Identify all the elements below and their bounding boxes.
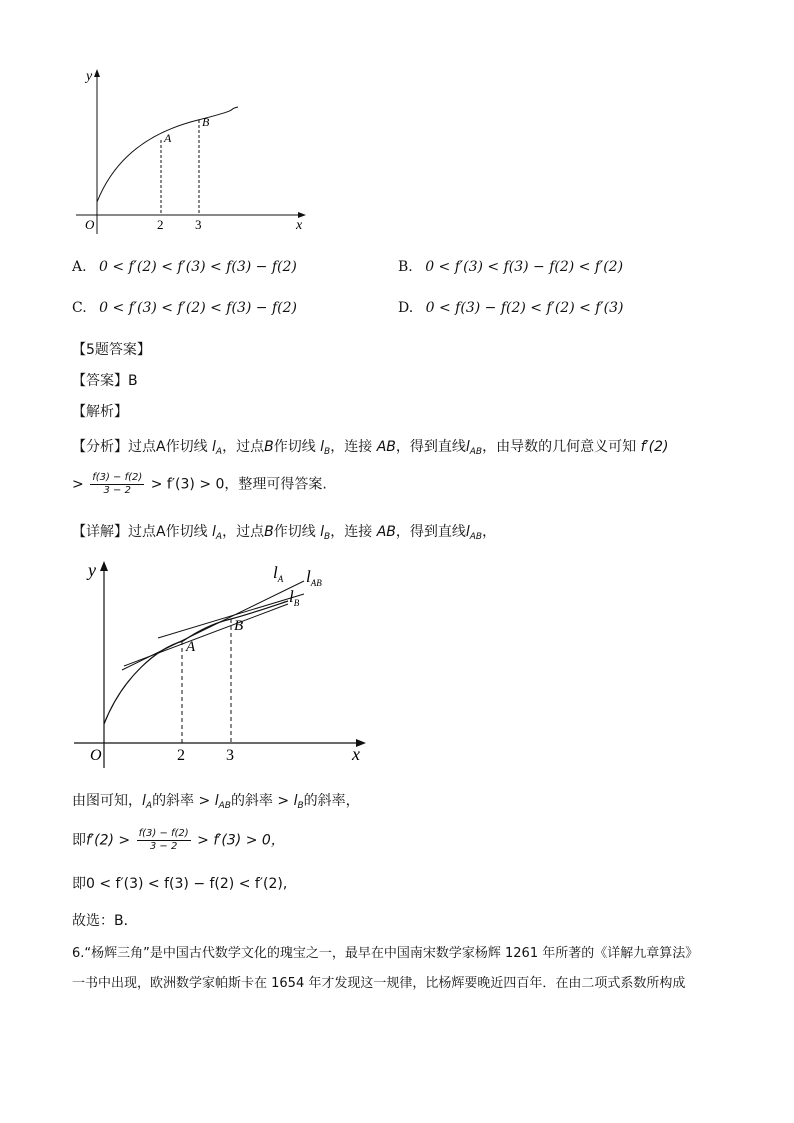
detail-text: ，连接: [330, 524, 373, 540]
option-a-letter: A.: [72, 259, 87, 275]
detail-text: ，得到直线: [395, 524, 466, 540]
answer-tag: 【答案】: [72, 373, 128, 389]
tick-label-3: 3: [195, 217, 202, 232]
line-l-ab: $l_{AB}$: [465, 439, 483, 457]
y-axis-arrow: [94, 69, 100, 77]
analysis-text: 过点A作切线: [128, 439, 208, 455]
analysis-text: 作切线: [273, 439, 316, 455]
label-l-ab: $l_{AB}$: [306, 567, 322, 588]
analysis-text: ，得到直线: [395, 439, 466, 455]
point-b-label: B: [202, 115, 210, 129]
option-d-letter: D.: [398, 300, 414, 316]
conclusion-text: 的斜率 >: [152, 793, 211, 809]
analysis-rest: > f′(3) > 0，整理可得答案.: [150, 476, 327, 493]
option-d[interactable]: [398, 300, 623, 316]
x-label: x: [296, 218, 303, 233]
tangent-l-b: $l_B$: [320, 524, 331, 542]
tangent-l-a: $l_A$: [142, 793, 153, 811]
tangent-line-b: [124, 604, 288, 666]
analysis-line-1: [72, 436, 669, 457]
fraction: $\frac{f(3) - f(2)}{3 - 2}$: [138, 828, 189, 852]
tangent-l-b: $l_B$: [320, 439, 331, 457]
figure-1-graph: [70, 62, 320, 237]
conclusion-text: 由图可知，: [72, 793, 142, 809]
curve: [104, 601, 288, 724]
answer-value: B: [128, 373, 138, 389]
option-b-letter: B.: [398, 259, 413, 275]
option-d-text: 0 < f(3) − f(2) < f′(2) < f′(3): [425, 300, 624, 316]
detail-line: [72, 521, 496, 542]
analysis-tag-inline: 【分析】: [72, 439, 128, 455]
point-b-label: B: [234, 618, 244, 634]
section-tag: 【5题答案】: [72, 342, 151, 358]
curve: [97, 107, 238, 202]
detail-text: 过点A作切线: [128, 524, 208, 540]
point-b: B: [264, 524, 274, 540]
line-l-ab: $l_{AB}$: [465, 524, 483, 542]
fraction: $\frac{f(3) - f(2)}{3 - 2}$: [92, 472, 143, 496]
line-ab: [158, 594, 304, 638]
point-a-label: A: [164, 131, 172, 145]
tick-label-3: 3: [226, 747, 234, 764]
option-c-letter: C.: [72, 300, 87, 316]
label-l-a: $l_A$: [273, 563, 284, 584]
y-axis-arrow: [100, 561, 108, 571]
segment-ab: AB: [376, 524, 396, 540]
point-b: B: [264, 439, 274, 455]
x-label: x: [352, 744, 360, 764]
conclusion-text: 即: [72, 832, 86, 849]
conclusion-line-2: [72, 828, 285, 853]
origin-label: O: [90, 747, 102, 764]
origin-label: O: [85, 217, 95, 232]
conclusion-line-4: 故选：B．: [72, 913, 138, 929]
answer-line: [72, 370, 138, 390]
figure-2-graph: [68, 556, 378, 771]
tangent-l-b: $l_B$: [293, 793, 304, 811]
detail-text: 作切线: [273, 524, 316, 540]
analysis-text: ，过点: [222, 439, 265, 455]
analysis-tag: 【解析】: [72, 404, 128, 420]
y-label: y: [88, 560, 96, 580]
analysis-line-2: [72, 472, 327, 497]
tick-label-2: 2: [177, 747, 185, 764]
tangent-l-a: $l_A$: [212, 524, 223, 542]
option-b[interactable]: [398, 259, 623, 275]
y-label: y: [86, 69, 93, 84]
detail-tag: 【详解】: [72, 524, 128, 540]
option-b-text: 0 < f′(3) < f(3) − f(2) < f′(2): [425, 259, 624, 275]
analysis-text: ，由导数的几何意义可知: [482, 439, 637, 455]
analysis-text: ，连接: [330, 439, 373, 455]
label-l-b: $l_B$: [289, 587, 300, 608]
detail-text: ，过点: [222, 524, 265, 540]
option-c-text: 0 < f′(3) < f′(2) < f(3) − f(2): [99, 300, 297, 316]
conclusion-line-3: 即0 < f′(3) < f(3) − f(2) < f′(2),: [72, 876, 288, 892]
line-l-ab: $l_{AB}$: [214, 793, 231, 811]
tangent-l-a: $l_A$: [212, 439, 223, 457]
conclusion-text: 的斜率，: [303, 793, 360, 809]
option-a[interactable]: [72, 259, 297, 275]
conclusion-text: 的斜率 >: [230, 793, 290, 809]
conclusion-line-1: [72, 790, 360, 811]
analysis-gt: >: [72, 476, 84, 493]
tick-label-2: 2: [157, 217, 164, 232]
f-prime-2: f′(2): [640, 439, 669, 455]
conclusion-rest: > f′(3) > 0，: [197, 832, 285, 849]
question-6-line-2: 一书中出现，欧洲数学家帕斯卡在 1654 年才发现这一规律，比杨辉要晚近四百年．在由二项式系数所构成: [72, 976, 686, 991]
point-a-label: A: [186, 639, 196, 655]
option-c[interactable]: [72, 300, 297, 316]
detail-text: ，: [482, 524, 497, 540]
option-a-text: 0 < f′(2) < f′(3) < f(3) − f(2): [99, 259, 297, 275]
segment-ab: AB: [376, 439, 396, 455]
conclusion-f: f′(2) >: [86, 832, 131, 849]
question-6-line-1: 6.“杨辉三角”是中国古代数学文化的瑰宝之一，最早在中国南宋数学家杨辉 1261 年所著的《详解九章算法》: [72, 946, 699, 961]
